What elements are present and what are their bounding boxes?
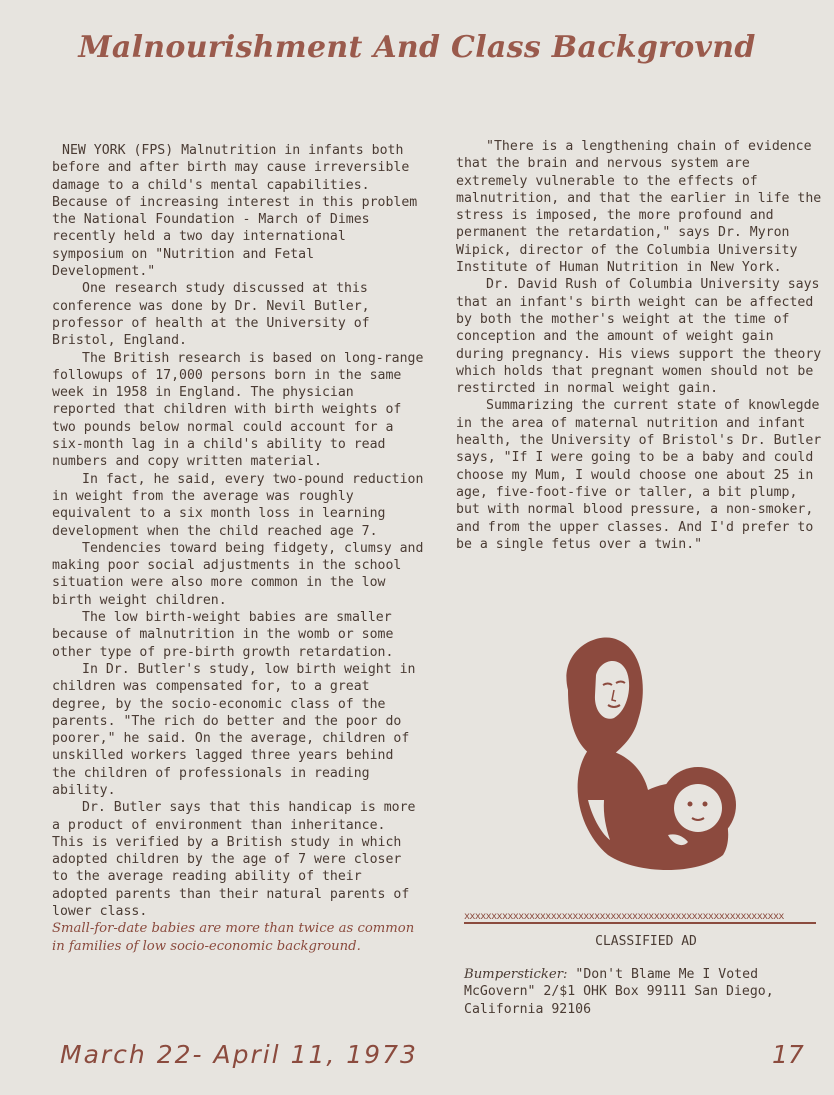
paragraph: In fact, he said, every two-pound reduction in weight from the average was roughly equivalent to a six month loss in learning development when the child reached age 7. — [52, 471, 424, 539]
xxx-divider-rule: xxxxxxxxxxxxxxxxxxxxxxxxxxxxxxxxxxxxxxxxxxxxxxxxxxxxxxxxxxx — [464, 912, 816, 924]
handwritten-date: March 22- April 11, 1973 — [60, 1040, 418, 1069]
classified-heading: CLASSIFIED AD — [595, 934, 697, 949]
ad-lead: Bumpersticker: — [464, 967, 568, 982]
mother-and-baby-illustration — [548, 630, 738, 880]
paragraph: One research study discussed at this conference was done by Dr. Nevil Butler, professor of health at the University of Bristol, England. — [52, 281, 370, 349]
paragraph: Dr. Butler says that this handicap is more a product of environment than inheritance. This is verified by a British study in which adopted children by the age of 7 were closer to the average reading ability of their adopted parents than their natural parents of lower class. — [52, 800, 416, 920]
right-column — [456, 138, 828, 553]
paragraph: NEW YORK (FPS) Malnutrition in infants both before and after birth may cause irreversible damage to a child's mental capabilities. Because of increasing interest in this problem the National Foundation - March of Dimes recently held a two day international symposium on "Nutrition and Fetal Development." — [52, 143, 418, 280]
italic-caption: Small-for-date babies are more than twice as common in families of low socio-economic background. — [52, 921, 415, 954]
ad-body: "Don't Blame Me I Voted McGovern" 2/$1 OHK Box 99111 San Diego, California 92106 — [464, 967, 774, 1017]
article-title: Malnourishment And Class Backgrovnd — [78, 30, 756, 65]
paragraph: Tendencies toward being fidgety, clumsy and making poor social adjustments in the school situation were also more common in the low birth weight children. — [52, 540, 424, 608]
classified-ad — [464, 966, 824, 1018]
paragraph: Dr. David Rush of Columbia University says that an infant's birth weight can be affected by both the mother's weight at the time of conception and the amount of weight gain during pregnancy. His views support the theory which holds that pregnant women should not be restircted in normal weight gain. — [456, 277, 822, 397]
page-number: 17 — [772, 1040, 804, 1069]
paragraph: In Dr. Butler's study, low birth weight in children was compensated for, to a great degree, by the socio-economic class of the parents. "The rich do better and the poor do poorer," he said. On the average, children of unskilled workers lagged three years behind the children of professionals in reading ability. — [52, 661, 416, 798]
left-column — [52, 142, 424, 955]
paragraph: "There is a lengthening chain of evidence that the brain and nervous system are extremely vulnerable to the effects of malnutrition, and that the earlier in life the stress is imposed, the more profound and permanent the retardation," says Dr. Myron Wipick, director of the Columbia University Institute of Human Nutrition in New York. — [456, 139, 822, 276]
paragraph: Summarizing the current state of knowlegde in the area of maternal nutrition and infant health, the University of Bristol's Dr. Butler says, "If I were going to be a baby and could choose my Mum, I would choose one about 25 in age, five-foot-five or taller, a bit plump, but with normal blood pressure, a non-smoker, and from the upper classes. And I'd prefer to be a single fetus over a twin." — [456, 398, 822, 552]
paragraph: The British research is based on long-range followups of 17,000 persons born in the same week in 1958 in England. The physician reported that children with birth weights of two pounds below normal could account for a six-month lag in a child's ability to read numbers and copy written material. — [52, 350, 424, 470]
paragraph: The low birth-weight babies are smaller because of malnutrition in the womb or some other type of pre-birth growth retardation. — [52, 610, 394, 660]
